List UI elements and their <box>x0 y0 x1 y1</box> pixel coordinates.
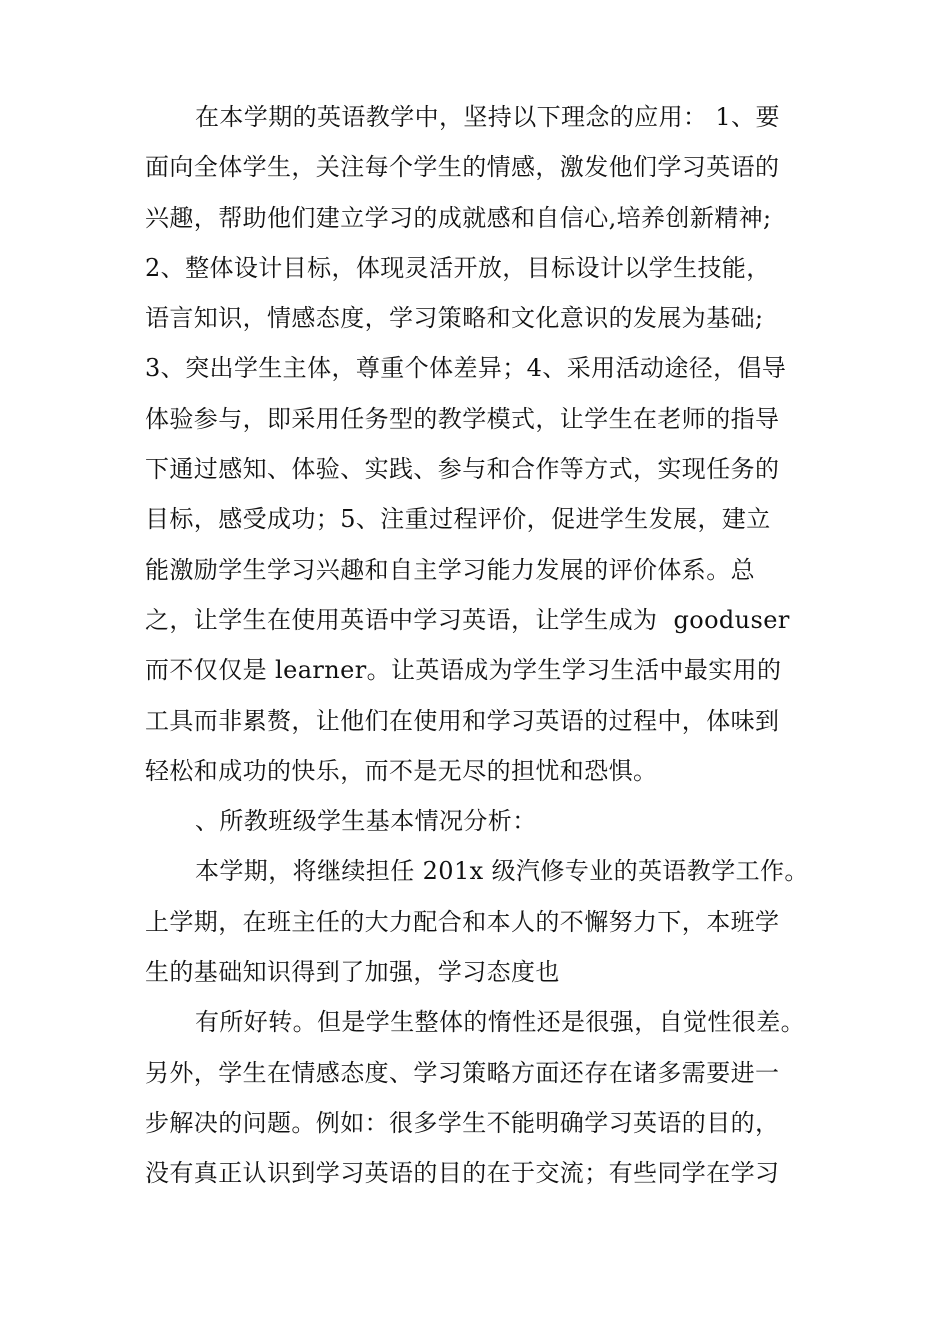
text-line: 之，让学生在使用英语中学习英语，让学生成为 gooduser <box>145 605 790 634</box>
section-heading: 、所教班级学生基本情况分析： <box>195 807 537 836</box>
text-line: 轻松和成功的快乐，而不是无尽的担忧和恐惧。 <box>145 756 658 785</box>
text-line: 生的基础知识得到了加强，学习态度也 <box>145 958 560 987</box>
text-line: 上学期，在班主任的大力配合和本人的不懈努力下，本班学 <box>145 907 780 936</box>
text-line: 有所好转。但是学生整体的惰性还是很强，自觉性很差。 <box>195 1008 805 1037</box>
text-line: 而不仅仅是 learner。让英语成为学生学习生活中最实用的 <box>145 656 782 685</box>
text-line: 体验参与，即采用任务型的教学模式，让学生在老师的指导 <box>145 404 780 433</box>
text-line: 语言知识，情感态度，学习策略和文化意识的发展为基础; <box>145 304 764 333</box>
text-line: 兴趣，帮助他们建立学习的成就感和自信心,培养创新精神; <box>145 203 772 232</box>
text-line: 能激励学生学习兴趣和自主学习能力发展的评价体系。总 <box>145 555 755 584</box>
text-line: 没有真正认识到学习英语的目的在于交流；有些同学在学习 <box>145 1159 780 1188</box>
text-line: 目标，感受成功；5、注重过程评价，促进学生发展，建立 <box>145 505 771 534</box>
text-line: 步解决的问题。例如：很多学生不能明确学习英语的目的， <box>145 1108 780 1137</box>
text-line: 下通过感知、体验、实践、参与和合作等方式，实现任务的 <box>145 455 780 484</box>
document-body <box>145 92 807 1199</box>
text-line: 面向全体学生，关注每个学生的情感，激发他们学习英语的 <box>145 153 780 182</box>
text-line: 在本学期的英语教学中，坚持以下理念的应用： 1、要 <box>195 103 780 131</box>
text-line: 3、突出学生主体，尊重个体差异；4、采用活动途径，倡导 <box>145 354 787 383</box>
text-line: 另外，学生在情感态度、学习策略方面还存在诸多需要进一 <box>145 1058 780 1087</box>
text-line: 本学期，将继续担任 201x 级汽修专业的英语教学工作。 <box>195 857 809 886</box>
text-line: 工具而非累赘，让他们在使用和学习英语的过程中，体味到 <box>145 706 780 735</box>
text-line: 2、整体设计目标，体现灵活开放，目标设计以学生技能， <box>145 253 771 282</box>
